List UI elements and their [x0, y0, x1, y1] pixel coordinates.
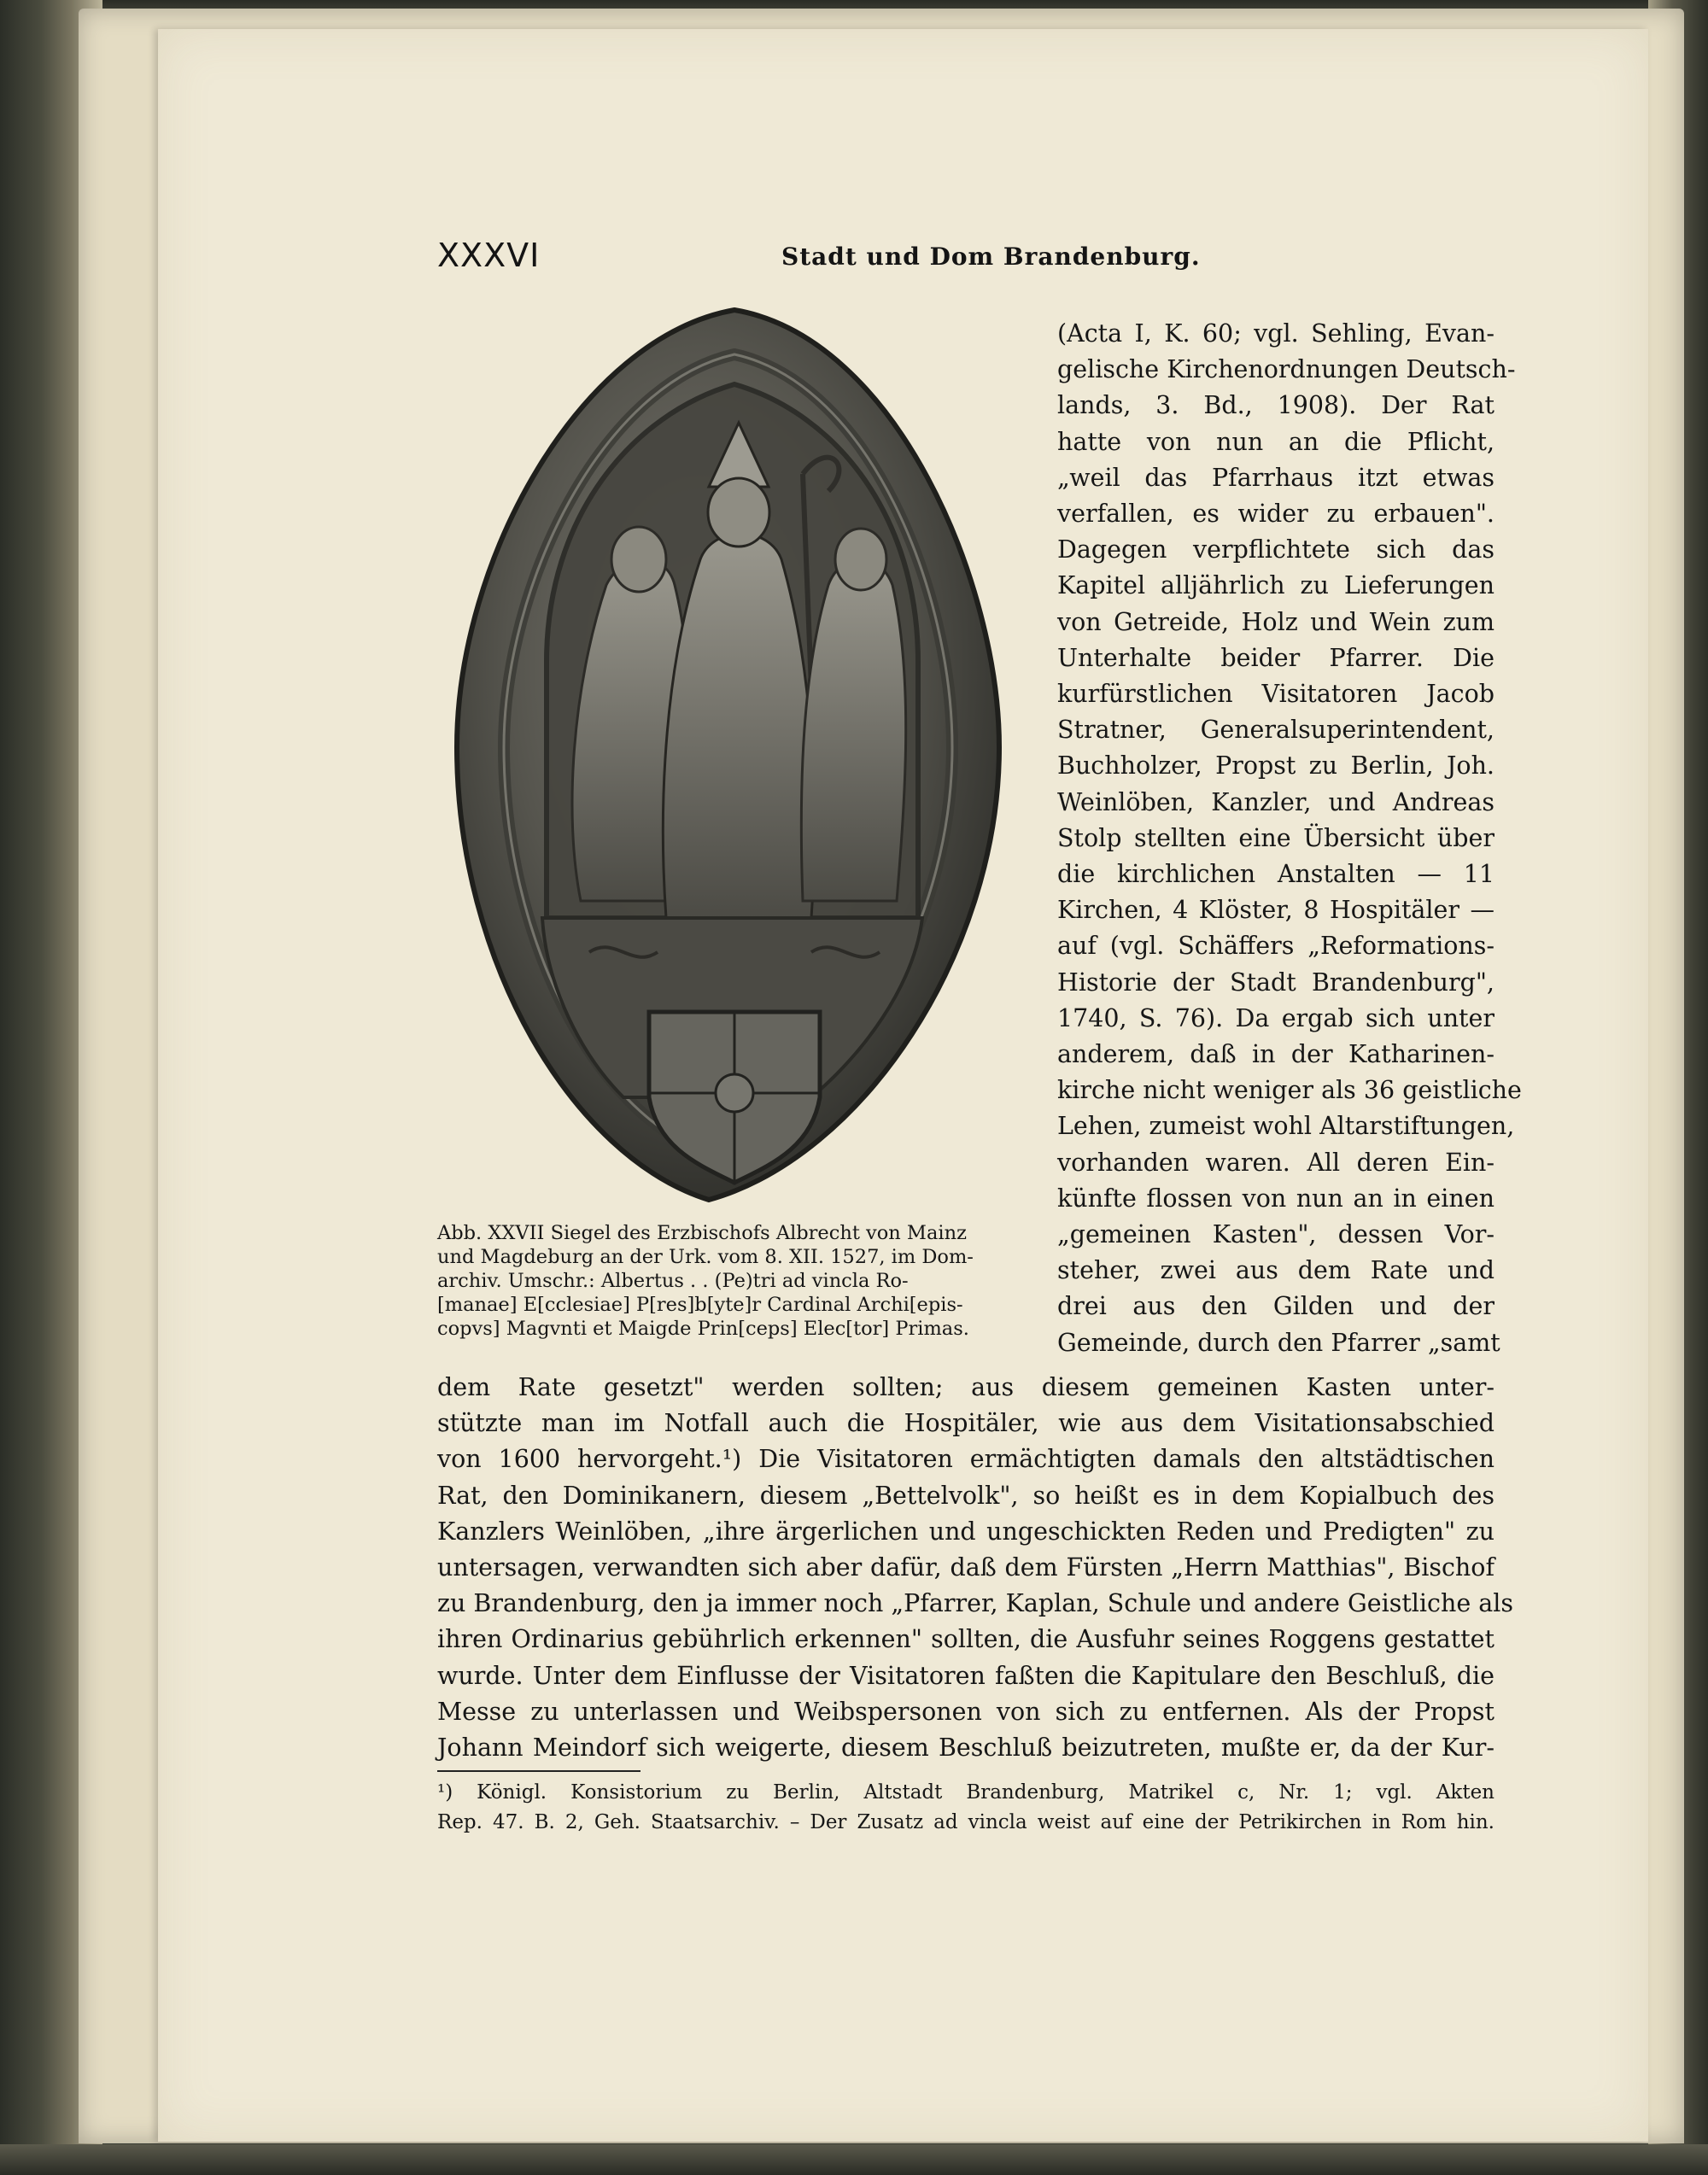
- text-line: Stolp stellten eine Übersicht über: [1057, 823, 1494, 852]
- text-line: Buchholzer, Propst zu Berlin, Joh.: [1057, 751, 1494, 781]
- caption-line: Abb. XXVII Siegel des Erzbischofs Albrecht von Mainz: [437, 1222, 967, 1244]
- text-line: künfte flossen von nun an in einen: [1057, 1184, 1494, 1213]
- text-line: zu Brandenburg, den ja immer noch „Pfarrer, Kaplan, Schule und andere Geistliche als: [437, 1589, 1514, 1618]
- text-line: Kirchen, 4 Klöster, 8 Hospitäler —: [1057, 896, 1494, 925]
- text-line: Stratner, Generalsuperintendent,: [1057, 716, 1494, 745]
- text-line: Kapitel alljährlich zu Lieferungen: [1057, 571, 1494, 600]
- text-line: verfallen, es wider zu erbauen".: [1057, 500, 1494, 529]
- text-line: Messe zu unterlassen und Weibspersonen von sich zu entfernen. Als der Propst: [437, 1697, 1494, 1726]
- text-line: steher, zwei aus dem Rate und: [1057, 1256, 1494, 1285]
- text-line: 1740, S. 76). Da ergab sich unter: [1057, 1003, 1494, 1032]
- footnote-line: Rep. 47. B. 2, Geh. Staatsarchiv. – Der Zusatz ad vincla weist auf eine der Petrikirchen in Rom hin.: [437, 1811, 1494, 1833]
- text-line: Kanzlers Weinlöben, „ihre ärgerlichen und ungeschickten Reden und Predigten" zu: [437, 1517, 1494, 1546]
- text-line: untersagen, verwandten sich aber dafür, daß dem Fürsten „Herrn Matthias", Bischof: [437, 1553, 1494, 1582]
- text-line: hatte von nun an die Pflicht,: [1057, 427, 1494, 456]
- footnote-divider: [437, 1770, 640, 1772]
- text-line: stützte man im Notfall auch die Hospitäler, wie aus dem Visitationsabschied: [437, 1409, 1494, 1438]
- text-line: lands, 3. Bd., 1908). Der Rat: [1057, 391, 1494, 420]
- text-line: Lehen, zumeist wohl Altarstiftungen,: [1057, 1112, 1515, 1141]
- footnote-line: ¹) Königl. Konsistorium zu Berlin, Altstadt Brandenburg, Matrikel c, Nr. 1; vgl. Akten: [437, 1781, 1494, 1804]
- caption-line: [manae] E[cclesiae] P[res]b[yte]r Cardinal Archi[epis-: [437, 1294, 963, 1316]
- text-line: von Getreide, Holz und Wein zum: [1057, 607, 1494, 636]
- side-column-text: [1057, 316, 1522, 1361]
- text-line: Gemeinde, durch den Pfarrer „samt: [1057, 1328, 1500, 1357]
- text-line: Rat, den Dominikanern, diesem „Bettelvolk", so heißt es in dem Kopialbuch des: [437, 1481, 1494, 1510]
- text-line: (Acta I, K. 60; vgl. Sehling, Evan-: [1057, 319, 1494, 348]
- text-line: von 1600 hervorgeht.¹) Die Visitatoren ermächtigten damals den altstädtischen: [437, 1445, 1494, 1474]
- text-line: die kirchlichen Anstalten — 11: [1057, 860, 1494, 889]
- text-line: gelische Kirchenordnungen Deutsch-: [1057, 355, 1516, 384]
- seal-image: [453, 303, 1008, 1204]
- text-line: „gemeinen Kasten", dessen Vor-: [1057, 1220, 1494, 1249]
- text-line: Weinlöben, Kanzler, und Andreas: [1057, 787, 1494, 816]
- text-line: kirche nicht weniger als 36 geistliche: [1057, 1076, 1522, 1105]
- text-line: dem Rate gesetzt" werden sollten; aus diesem gemeinen Kasten unter-: [437, 1373, 1494, 1401]
- figure-caption: [437, 1221, 992, 1341]
- body-text: [437, 1370, 1514, 1766]
- text-line: Historie der Stadt Brandenburg",: [1057, 968, 1494, 997]
- text-line: auf (vgl. Schäffers „Reformations-: [1057, 932, 1494, 961]
- text-line: vorhanden waren. All deren Ein-: [1057, 1148, 1494, 1177]
- text-line: Dagegen verpflichtete sich das: [1057, 535, 1494, 564]
- page-number: XXXVI: [437, 237, 541, 274]
- caption-line: und Magdeburg an der Urk. vom 8. XII. 1527, im Dom-: [437, 1246, 974, 1268]
- caption-line: copvs] Magvnti et Maigde Prin[ceps] Elec[tor] Primas.: [437, 1318, 969, 1340]
- caption-line: archiv. Umschr.: Albertus . . (Pe)tri ad vincla Ro-: [437, 1270, 909, 1292]
- text-line: wurde. Unter dem Einflusse der Visitatoren faßten die Kapitulare den Beschluß, die: [437, 1661, 1494, 1690]
- text-line: ihren Ordinarius gebührlich erkennen" sollten, die Ausfuhr seines Roggens gestattet: [437, 1625, 1494, 1654]
- text-line: kurfürstlichen Visitatoren Jacob: [1057, 680, 1494, 709]
- book-bottom-edge: [0, 2144, 1708, 2175]
- running-head: Stadt und Dom Brandenburg.: [781, 243, 1201, 271]
- text-line: drei aus den Gilden und der: [1057, 1292, 1494, 1321]
- footnotes: [437, 1778, 1494, 1838]
- seal-drawing: [453, 303, 1008, 1204]
- text-line: Johann Meindorf sich weigerte, diesem Beschluß beizutreten, mußte er, da der Kur-: [437, 1734, 1494, 1763]
- text-line: Unterhalte beider Pfarrer. Die: [1057, 643, 1494, 672]
- text-line: „weil das Pfarrhaus itzt etwas: [1057, 463, 1494, 492]
- text-line: anderem, daß in der Katharinen-: [1057, 1040, 1494, 1069]
